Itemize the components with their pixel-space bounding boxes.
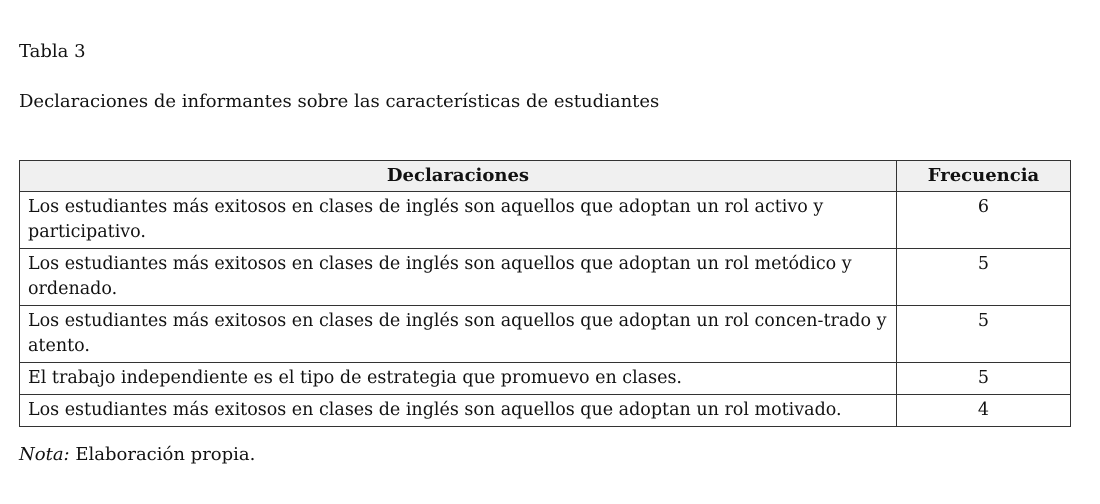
table-title: Declaraciones de informantes sobre las características de estudiantes [19,91,660,112]
table-row [20,249,1071,306]
table-row [20,192,1071,249]
table-row [20,395,1071,427]
statement-cell: El trabajo independiente es el tipo de estrategia que promuevo en clases. [20,363,897,395]
frequency-cell: 4 [897,395,1071,427]
table-row [20,363,1071,395]
note-text: Elaboración propia. [75,444,256,465]
statement-cell: Los estudiantes más exitosos en clases de inglés son aquellos que adoptan un rol concen-trado y atento. [20,306,897,363]
table-header-row [20,161,1071,192]
frequency-cell: 5 [897,363,1071,395]
statement-cell: Los estudiantes más exitosos en clases de inglés son aquellos que adoptan un rol activo y participativo. [20,192,897,249]
table-row [20,306,1071,363]
frequency-cell: 6 [897,192,1071,249]
header-frequency: Frecuencia [897,161,1071,192]
statements-table [19,160,1071,427]
statement-cell: Los estudiantes más exitosos en clases de inglés son aquellos que adoptan un rol metódico y ordenado. [20,249,897,306]
table-note [19,443,255,467]
note-label: Nota: [19,444,70,465]
frequency-cell: 5 [897,249,1071,306]
statement-cell: Los estudiantes más exitosos en clases de inglés son aquellos que adoptan un rol motivado. [20,395,897,427]
header-statements: Declaraciones [20,161,897,192]
table-label: Tabla 3 [19,41,86,62]
frequency-cell: 5 [897,306,1071,363]
